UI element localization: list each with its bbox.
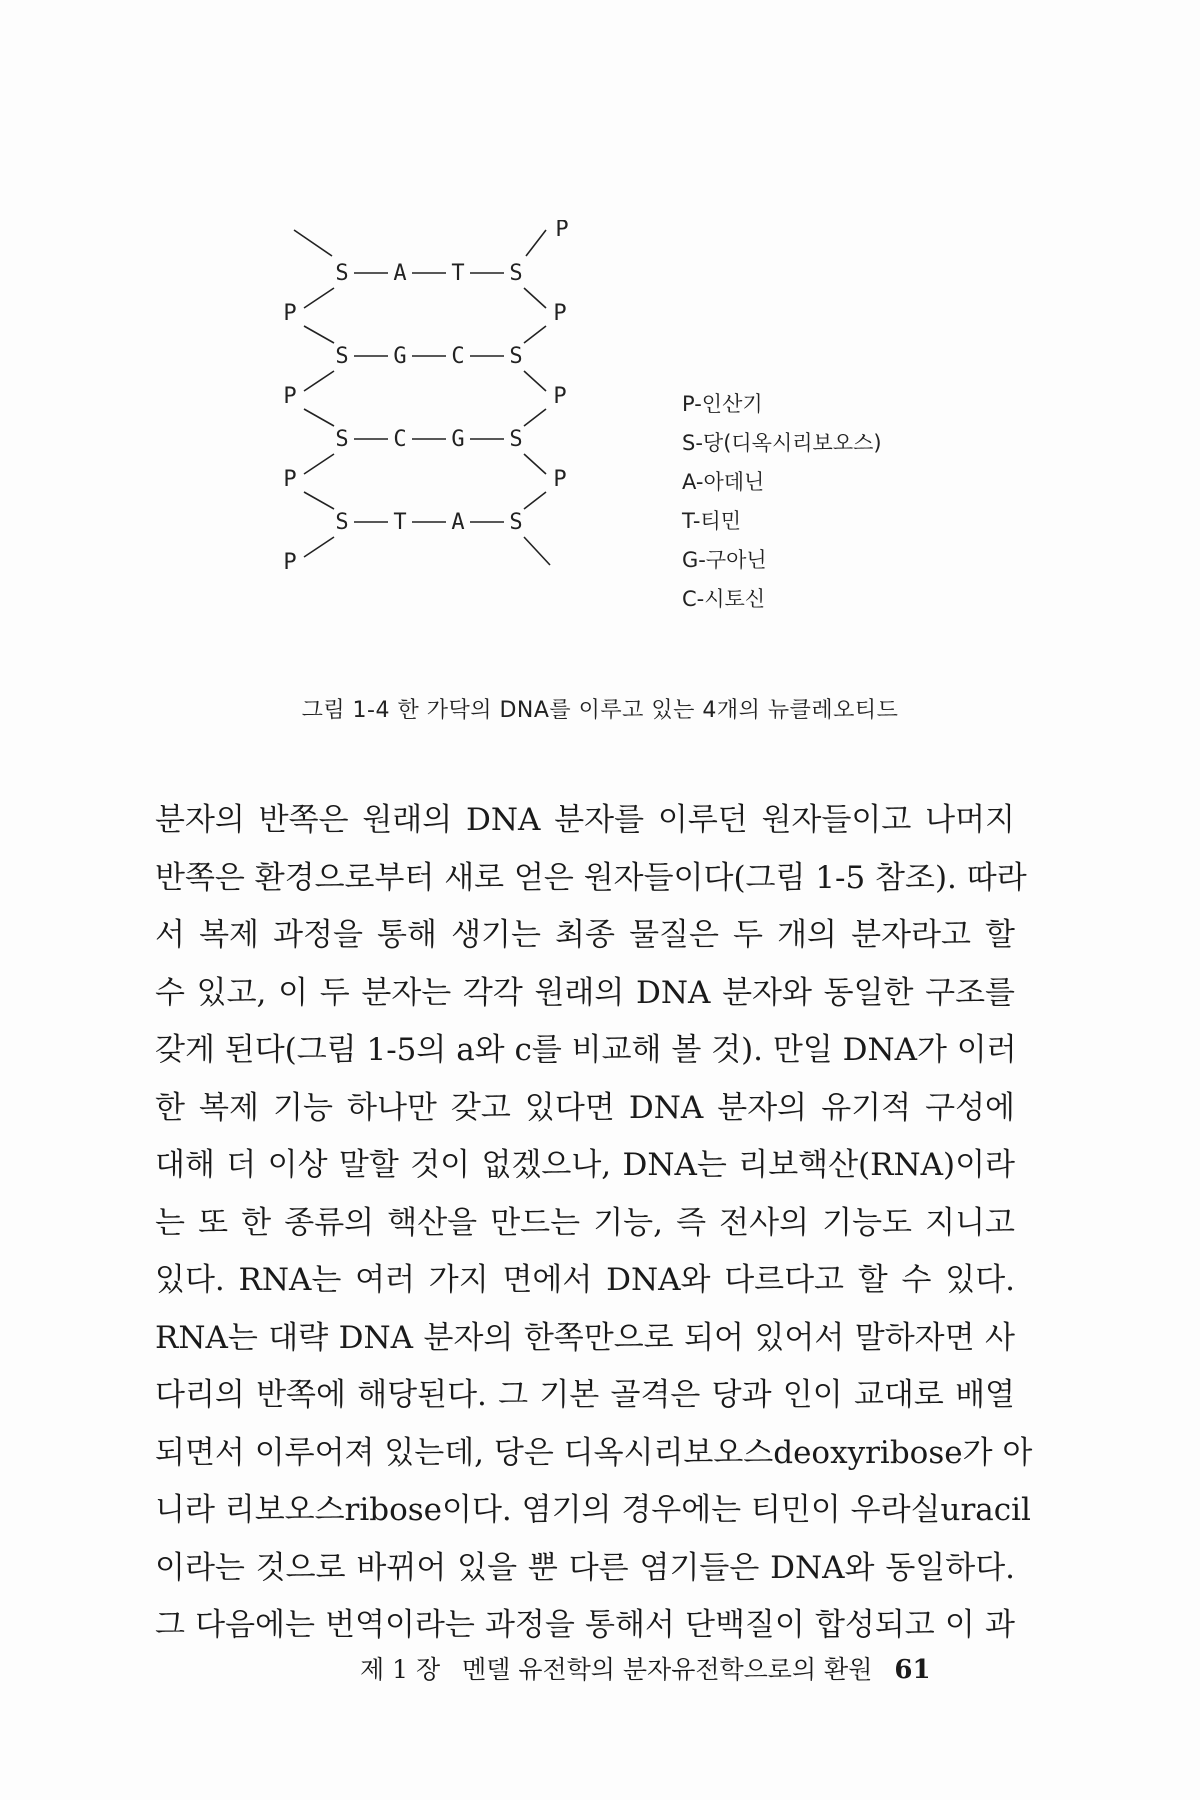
body-line: 니라 리보오스ribose이다. 염기의 경우에는 티민이 우라실uracil <box>155 1492 1031 1528</box>
legend-item-thymine: T-티민 <box>682 509 742 533</box>
sugar-label: S <box>509 261 523 286</box>
page-footer <box>360 1650 1000 1686</box>
phosphate-label: P <box>553 467 567 492</box>
backbone-line <box>304 537 334 557</box>
body-line: 한 복제 기능 하나만 갖고 있다면 DNA 분자의 유기적 구성에 <box>155 1089 1015 1126</box>
phosphate-label: P <box>283 301 297 326</box>
chapter-title: 멘델 유전학의 분자유전학으로의 환원 <box>462 1655 873 1684</box>
backbone-line <box>524 537 550 565</box>
backbone-line <box>304 326 334 343</box>
backbone-line <box>524 409 546 426</box>
body-paragraph <box>155 792 1033 1655</box>
base-label: C <box>393 427 407 452</box>
base-label: T <box>451 261 465 286</box>
body-line: 수 있고, 이 두 분자는 각각 원래의 DNA 분자와 동일한 구조를 <box>155 974 1015 1011</box>
legend-item-phosphate: P-인산기 <box>682 392 763 416</box>
backbone-line <box>304 454 334 474</box>
backbone-line <box>294 230 332 256</box>
phosphate-label: P <box>283 467 297 492</box>
sugar-label: S <box>509 510 523 535</box>
body-line: 있다. RNA는 여러 가지 면에서 DNA와 다르다고 할 수 있다. <box>155 1262 1015 1298</box>
base-label: A <box>393 261 407 286</box>
body-line: 다리의 반쪽에 해당된다. 그 기본 골격은 당과 인이 교대로 배열 <box>155 1377 1015 1413</box>
backbone-line <box>524 454 546 474</box>
body-line: RNA는 대략 DNA 분자의 한쪽만으로 되어 있어서 말하자면 사 <box>155 1319 1015 1356</box>
backbone-line <box>526 230 546 256</box>
body-line: 분자의 반쪽은 원래의 DNA 분자를 이루던 원자들이고 나머지 <box>155 802 1015 838</box>
legend-item-cytosine: C-시토신 <box>682 587 766 611</box>
legend-item-adenine: A-아데닌 <box>682 470 765 494</box>
sugar-label: S <box>509 427 523 452</box>
sugar-label: S <box>509 344 523 369</box>
sugar-label: S <box>335 510 349 535</box>
page-number: 61 <box>894 1655 931 1685</box>
body-line: 대해 더 이상 말할 것이 없겠으나, DNA는 리보핵산(RNA)이라 <box>155 1147 1015 1183</box>
sugar-label: S <box>335 427 349 452</box>
backbone-line <box>304 288 334 308</box>
backbone-line <box>524 492 546 509</box>
legend-item-sugar: S-당(디옥시리보오스) <box>682 431 882 455</box>
phosphate-label: P <box>555 220 569 242</box>
body-line: 되면서 이루어져 있는데, 당은 디옥시리보오스deoxyribose가 아 <box>155 1434 1033 1471</box>
phosphate-label: P <box>283 550 297 575</box>
sugar-label: S <box>335 261 349 286</box>
backbone-line <box>524 326 546 343</box>
phosphate-label: P <box>553 301 567 326</box>
body-line: 그 다음에는 번역이라는 과정을 통해서 단백질이 합성되고 이 과 <box>155 1607 1015 1643</box>
body-line: 는 또 한 종류의 핵산을 만드는 기능, 즉 전사의 기능도 지니고 <box>155 1204 1015 1241</box>
dna-strand-figure <box>270 220 970 640</box>
backbone-line <box>524 371 546 391</box>
phosphate-label: P <box>553 384 567 409</box>
backbone-line <box>304 371 334 391</box>
base-label: T <box>393 510 407 535</box>
backbone-line <box>524 288 546 308</box>
body-line: 반쪽은 환경으로부터 새로 얻은 원자들이다(그림 1-5 참조). 따라 <box>155 859 1027 896</box>
base-label: C <box>451 344 465 369</box>
body-line: 서 복제 과정을 통해 생기는 최종 물질은 두 개의 분자라고 할 <box>155 917 1015 953</box>
legend-item-guanine: G-구아닌 <box>682 548 767 572</box>
figure-legend <box>682 385 882 619</box>
base-label: G <box>451 427 465 452</box>
body-line: 갖게 된다(그림 1-5의 a와 c를 비교해 볼 것). 만일 DNA가 이러 <box>155 1032 1017 1068</box>
figure-caption: 그림 1-4 한 가닥의 DNA를 이루고 있는 4개의 뉴클레오티드 <box>301 698 899 723</box>
body-line: 이라는 것으로 바뀌어 있을 뿐 다른 염기들은 DNA와 동일하다. <box>155 1549 1015 1586</box>
backbone-line <box>304 409 334 426</box>
chapter-label: 제 1 장 <box>360 1655 441 1684</box>
phosphate-label: P <box>283 384 297 409</box>
sugar-label: S <box>335 344 349 369</box>
base-label: G <box>393 344 407 369</box>
backbone-line <box>304 492 334 509</box>
base-label: A <box>451 510 465 535</box>
